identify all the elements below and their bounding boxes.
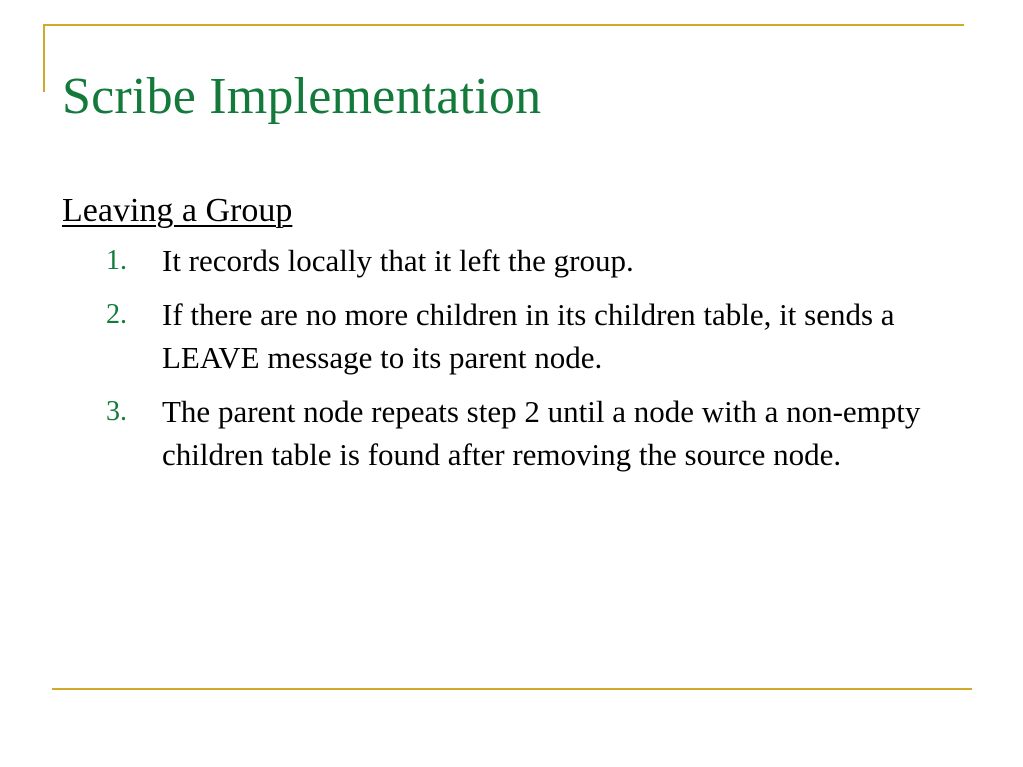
list-item (62, 239, 972, 282)
top-accent-line (43, 24, 964, 26)
list-item-number: 1. (106, 245, 127, 276)
list-item-text: If there are no more children in its children table, it sends a LEAVE message to its parent node. (162, 297, 895, 375)
list-item (62, 293, 972, 379)
left-accent-line (43, 24, 45, 92)
list-item-text: It records locally that it left the group. (162, 243, 634, 278)
list-item (62, 390, 972, 476)
list-item-number: 3. (106, 396, 127, 427)
steps-list (62, 239, 972, 476)
list-item-number: 2. (106, 299, 127, 330)
bottom-accent-line (52, 688, 972, 690)
section-heading: Leaving a Group (62, 192, 293, 229)
slide-body (62, 187, 972, 476)
list-item-text: The parent node repeats step 2 until a node with a non-empty children table is found after removing the source node. (162, 394, 921, 472)
slide-title: Scribe Implementation (62, 68, 542, 125)
